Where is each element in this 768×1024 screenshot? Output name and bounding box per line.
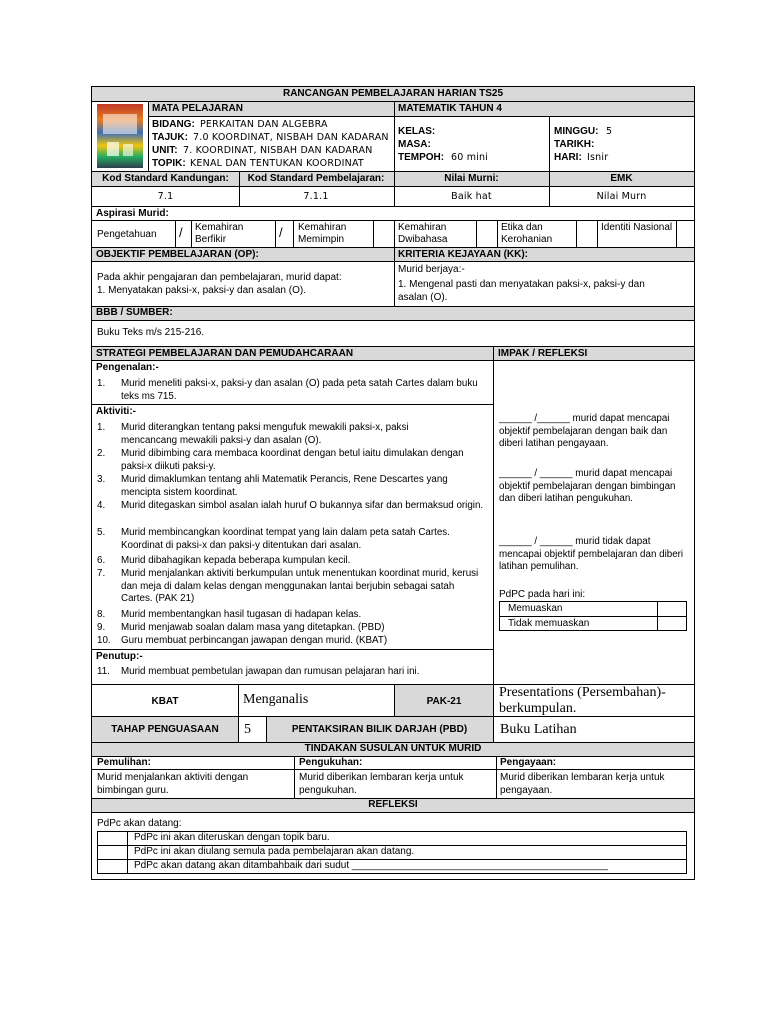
strategi-label: STRATEGI PEMBELAJARAN DAN PEMUDAHCARAAN xyxy=(96,348,354,359)
refleksi-checkbox-1[interactable] xyxy=(98,832,127,845)
tahap-value: 5 xyxy=(244,722,251,737)
hari-label: HARI: xyxy=(554,152,582,163)
tempoh-label: TEMPOH: xyxy=(398,152,445,163)
unit-label: UNIT: xyxy=(152,145,178,156)
kbat-value: Menganalis xyxy=(243,692,309,707)
bidang-label: BIDANG: xyxy=(152,119,195,130)
mata-pelajaran-value: MATEMATIK TAHUN 4 xyxy=(398,103,502,114)
aspirasi-berfikir-mark: / xyxy=(279,225,283,240)
objektif-line2: 1. Menyatakan paksi-x, paksi-y dan asalan (O). xyxy=(97,285,306,296)
aktiviti-number: 7. xyxy=(97,568,106,579)
pengayaan-line2: pengayaan. xyxy=(500,785,553,796)
objektif-line1: Pada akhir pengajaran dan pembelajaran, murid dapat: xyxy=(97,272,342,283)
aktiviti-number: 2. xyxy=(97,448,106,459)
kod-sk-label: Kod Standard Kandungan: xyxy=(102,173,229,184)
kriteria-line3: asalan (O). xyxy=(398,292,448,303)
bbb-value: Buku Teks m/s 215-216. xyxy=(97,327,205,338)
tajuk-label: TAJUK: xyxy=(152,132,188,143)
masa-label: MASA: xyxy=(398,139,431,150)
tarikh-label: TARIKH: xyxy=(554,139,595,150)
checkbox-tidak-memuaskan[interactable] xyxy=(658,617,687,631)
pengukuhan-line1: Murid diberikan lembaran kerja untuk xyxy=(299,772,464,783)
aktiviti-text: Murid ditegaskan simbol asalan ialah huruf O bukannya sifar dan bermaksud origin. xyxy=(121,500,484,511)
emk-value: Nilai Murn xyxy=(596,191,647,202)
pemulihan-line2: bimbingan guru. xyxy=(97,785,169,796)
penutup-label: Penutup:- xyxy=(96,651,143,662)
kod-sp-value: 7.1.1 xyxy=(303,191,329,202)
aktiviti-text: Murid membincangkan koordinat tempat yang lain dalam peta satah Cartes. Koordinat di paksi-x dan paksi-y ditentukan dari asalan. xyxy=(121,527,450,551)
kbat-label: KBAT xyxy=(151,696,179,707)
kod-sp-label: Kod Standard Pembelajaran: xyxy=(247,173,385,184)
textbook-cover-image xyxy=(97,104,143,168)
hari-value: Isnir xyxy=(587,152,609,163)
tempoh-value: 60 mini xyxy=(451,152,489,163)
checkbox-memuaskan[interactable] xyxy=(658,602,687,616)
pdpc-hari-ini-label: PdPC pada hari ini: xyxy=(499,589,586,600)
aspirasi-identiti-nasional: Identiti Nasional xyxy=(601,222,673,233)
bbb-label: BBB / SUMBER: xyxy=(96,307,173,318)
pak-label: PAK-21 xyxy=(426,696,462,707)
kriteria-label: KRITERIA KEJAYAAN (KK): xyxy=(398,249,529,260)
aspirasi-kemahiran-berfikir: Kemahiran Berfikir xyxy=(195,222,244,245)
aspirasi-pengetahuan-mark: / xyxy=(179,225,183,240)
emk-label: EMK xyxy=(610,173,633,184)
aktiviti-text: Guru membuat perbincangan jawapan dengan murid. (KBAT) xyxy=(121,635,388,646)
refleksi-checkbox-3[interactable] xyxy=(98,860,127,873)
pengukuhan-line2: pengukuhan. xyxy=(299,785,357,796)
aktiviti-text: Murid dibahagikan kepada beberapa kumpulan kecil. xyxy=(121,555,351,566)
penutup-text: Murid membuat pembetulan jawapan dan rumusan pelajaran hari ini. xyxy=(121,666,420,677)
aspirasi-pengetahuan: Pengetahuan xyxy=(97,229,157,240)
aktiviti-text: Murid diterangkan tentang paksi mengufuk mewakili paksi-x, paksi mencancang mewakili paksi-y dan asalan (O). xyxy=(121,422,409,446)
bbb-band xyxy=(92,307,694,320)
kod-sk-value: 7.1 xyxy=(157,191,174,202)
pbd-label: PENTAKSIRAN BILIK DARJAH (PBD) xyxy=(291,724,468,735)
option-memuaskan: Memuaskan xyxy=(508,603,563,614)
refleksi-label: REFLEKSI xyxy=(368,799,418,810)
pak-value-line2: berkumpulan. xyxy=(499,701,577,716)
impak-text-3: ______ / ______ murid tidak dapat mencapai objektif pembelajaran dan diberi latihan pemulihan. xyxy=(499,536,684,573)
aktiviti-number: 4. xyxy=(97,500,106,511)
kriteria-line1: Murid berjaya:- xyxy=(398,264,465,275)
mata-pelajaran-label: MATA PELAJARAN xyxy=(152,103,243,114)
tahap-label: TAHAP PENGUASAAN xyxy=(111,724,219,735)
aspirasi-label: Aspirasi Murid: xyxy=(96,208,169,219)
form-title: RANCANGAN PEMBELAJARAN HARIAN TS25 xyxy=(282,88,503,99)
nilai-murni-label: Nilai Murni: xyxy=(444,173,499,184)
aspirasi-kemahiran-memimpin: Kemahiran Memimpin xyxy=(298,222,347,245)
penutup-number: 11. xyxy=(97,666,110,677)
aktiviti-number: 8. xyxy=(97,609,106,620)
minggu-label: MINGGU: xyxy=(554,126,599,137)
aktiviti-text: Murid menjawab soalan dalam masa yang ditetapkan. (PBD) xyxy=(121,622,385,633)
aspirasi-etika-kerohanian: Etika dan Kerohanian xyxy=(501,222,553,245)
pengenalan-label: Pengenalan:- xyxy=(96,362,159,373)
aktiviti-number: 1. xyxy=(97,422,106,433)
pengenalan-item-text: Murid meneliti paksi-x, paksi-y dan asalan (O) pada peta satah Cartes dalam buku teks ms 715. xyxy=(121,378,478,402)
unit-value: 7. KOORDINAT, NISBAH DAN KADARAN xyxy=(183,145,373,156)
aktiviti-number: 5. xyxy=(97,527,106,538)
impak-label: IMPAK / REFLEKSI xyxy=(498,348,588,359)
impak-text-2: ______ / ______ murid dapat mencapai objektif pembelajaran dengan bimbingan dan diberi latihan pengukuhan. xyxy=(499,468,676,505)
minggu-value: 5 xyxy=(606,126,613,137)
aktiviti-number: 6. xyxy=(97,555,106,566)
pbd-value: Buku Latihan xyxy=(500,722,577,737)
aspirasi-kemahiran-dwibahasa: Kemahiran Dwibahasa xyxy=(398,222,448,245)
pengenalan-item-number: 1. xyxy=(97,378,106,389)
aktiviti-text: Murid dibimbing cara membaca koordinat dengan betul iaitu dimulakan dengan paksi-x diikuti paksi-y. xyxy=(121,448,464,472)
tajuk-value: 7.0 KOORDINAT, NISBAH DAN KADARAN xyxy=(193,132,389,143)
option-tidak-memuaskan: Tidak memuaskan xyxy=(508,618,590,629)
objektif-label: OBJEKTIF PEMBELAJARAN (OP): xyxy=(96,249,259,260)
nilai-murni-value: Baik hat xyxy=(451,191,492,202)
impak-text-1: ______ /______ murid dapat mencapai objektif pembelajaran dengan baik dan diberi latihan pengayaan. xyxy=(499,413,670,450)
kelas-label: KELAS: xyxy=(398,126,436,137)
pengayaan-line1: Murid diberikan lembaran kerja untuk xyxy=(500,772,665,783)
refleksi-checkbox-2[interactable] xyxy=(98,846,127,859)
aktiviti-text: Murid menjalankan aktiviti berkumpulan untuk menentukan koordinat murid, kerusi dan meja di dalam kelas dengan menggunakan lantai berjubin sebagai satah Cartes. (PAK 21) xyxy=(121,568,479,605)
tindakan-label: TINDAKAN SUSULAN UNTUK MURID xyxy=(304,743,482,754)
kriteria-line2: 1. Mengenal pasti dan menyatakan paksi-x, paksi-y dan xyxy=(398,279,645,290)
refleksi-option-3: PdPc akan datang akan ditambahbaik dari sudut ______________________________________________ xyxy=(134,860,608,871)
pak-value-line1: Presentations (Persembahan)- xyxy=(499,685,666,700)
aktiviti-text: Murid dimaklumkan tentang ahli Matematik Perancis, Rene Descartes yang mencipta sistem koordinat. xyxy=(121,474,448,498)
pemulihan-line1: Murid menjalankan aktiviti dengan xyxy=(97,772,249,783)
pengayaan-label: Pengayaan: xyxy=(500,757,557,768)
aktiviti-number: 10. xyxy=(97,635,111,646)
topik-value: KENAL DAN TENTUKAN KOORDINAT xyxy=(190,158,364,169)
aktiviti-number: 9. xyxy=(97,622,106,633)
pemulihan-label: Pemulihan: xyxy=(97,757,151,768)
refleksi-intro: PdPc akan datang: xyxy=(97,818,182,829)
aktiviti-text: Murid membentangkan hasil tugasan di hadapan kelas. xyxy=(121,609,362,620)
refleksi-option-2: PdPc ini akan diulang semula pada pembelajaran akan datang. xyxy=(134,846,415,857)
pengukuhan-label: Pengukuhan: xyxy=(299,757,363,768)
aktiviti-number: 3. xyxy=(97,474,106,485)
topik-label: TOPIK: xyxy=(152,158,186,169)
refleksi-option-1: PdPc ini akan diteruskan dengan topik baru. xyxy=(134,832,330,843)
bidang-value: PERKAITAN DAN ALGEBRA xyxy=(200,119,328,130)
aktiviti-label: Aktiviti:- xyxy=(96,406,136,417)
